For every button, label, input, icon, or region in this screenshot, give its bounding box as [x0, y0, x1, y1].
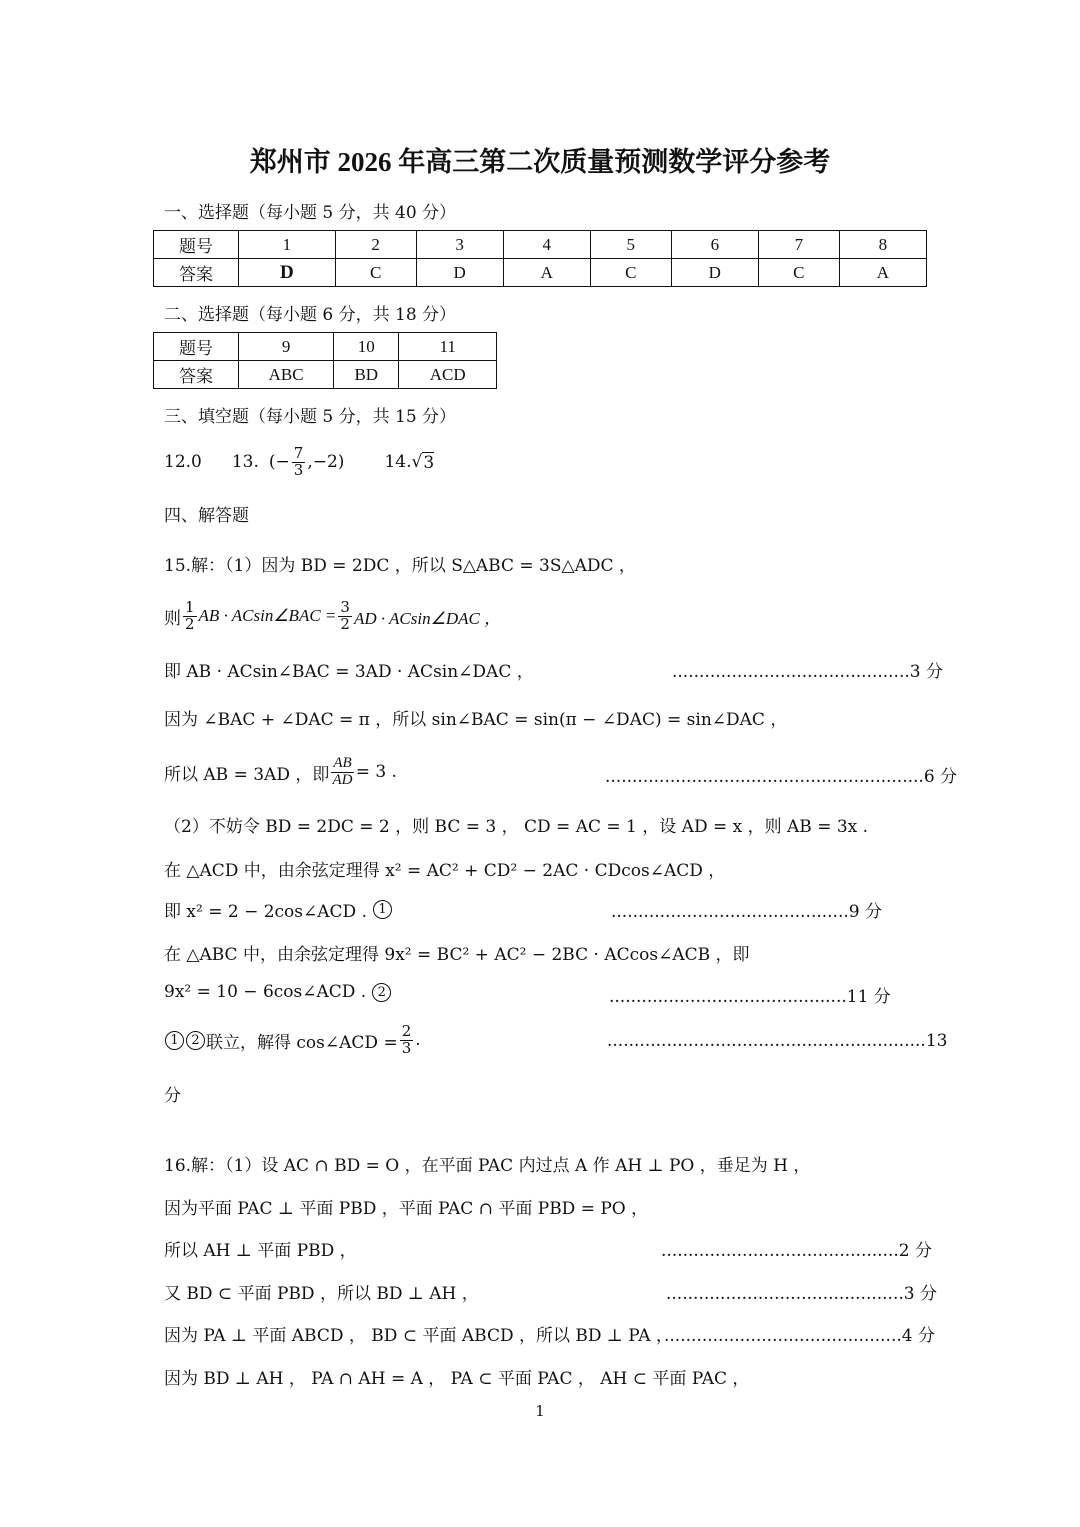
q13-fraction	[292, 443, 306, 479]
denominator: 3	[293, 460, 304, 479]
q16-line-2: 因为平面 PAC ⊥ 平面 PBD ，平面 PAC ∩ 平面 PBD = PO ，	[164, 1199, 649, 1219]
q14-radicand: 3	[423, 452, 435, 473]
q16-line-4: 又 BD ⊂ 平面 PBD ，所以 BD ⊥ AH ，	[164, 1284, 479, 1304]
section2-heading: 二、选择题（每小题 6 分，共 18 分）	[164, 305, 457, 325]
answer-cell: ABC	[239, 361, 334, 389]
denominator: 3	[401, 1038, 412, 1057]
q15-line-10	[164, 982, 392, 1002]
answer-cell: D	[239, 259, 336, 287]
text-segment: = 3 .	[355, 762, 397, 782]
question-number: 4	[503, 231, 590, 259]
question-number: 1	[239, 231, 336, 259]
numerator: 1	[185, 597, 195, 616]
fraction	[338, 597, 352, 633]
section3-heading: 三、填空题（每小题 5 分，共 15 分）	[164, 407, 457, 427]
q16-line-3: 所以 AH ⊥ 平面 PBD ，	[164, 1241, 357, 1261]
question-number: 9	[239, 333, 334, 361]
answer-cell: A	[503, 259, 590, 287]
section1-answer-table	[153, 230, 927, 287]
q15-line-1: 15.解：（1）因为 BD = 2DC ，所以 S△ABC = 3S△ADC ，	[164, 556, 636, 576]
page-number: 1	[535, 1402, 545, 1420]
q12-answer: 12.0	[164, 452, 202, 472]
q16-line-1: 16.解：（1）设 AC ∩ BD = O ，在平面 PAC 内过点 A 作 AH ⊥ PO ，垂足为 H ，	[164, 1156, 811, 1176]
denominator: 2	[340, 614, 350, 633]
fill-blank-answers	[164, 440, 434, 484]
answer-cell: ACD	[399, 361, 497, 389]
text-segment: 联立，解得 cos∠ACD =	[206, 1032, 398, 1053]
q16-line-5: 因为 PA ⊥ 平面 ABCD ， BD ⊂ 平面 ABCD ，所以 BD ⊥ PA ，	[164, 1326, 673, 1346]
fraction	[400, 1021, 414, 1057]
row-label: 题号	[154, 231, 239, 259]
q15-line-11	[164, 1018, 421, 1062]
question-number: 10	[334, 333, 399, 361]
question-number: 2	[335, 231, 416, 259]
text-segment: 即 x² = 2 − 2cos∠ACD .	[164, 902, 367, 922]
table-row	[154, 333, 497, 361]
q13-label: 13.	[231, 452, 259, 472]
question-number: 3	[416, 231, 503, 259]
answer-cell: BD	[334, 361, 399, 389]
table-row	[154, 259, 927, 287]
circled-number: 2	[372, 983, 391, 1002]
denominator: AD	[332, 771, 353, 788]
answer-cell: C	[335, 259, 416, 287]
row-label: 答案	[154, 361, 239, 389]
question-number: 8	[839, 231, 926, 259]
numerator: 7	[293, 443, 304, 462]
circled-number: 2	[186, 1031, 205, 1050]
sqrt-symbol: √	[411, 452, 423, 472]
section2-answer-table	[153, 332, 497, 389]
q15-line-4: 因为 ∠BAC + ∠DAC = π ，所以 sin∠BAC = sin(π − ∠DAC) = sin∠DAC ，	[164, 710, 788, 730]
page-title: 郑州市 2026 年高三第二次质量预测数学评分参考	[249, 147, 831, 177]
circled-number: 1	[373, 900, 392, 919]
answer-cell: D	[416, 259, 503, 287]
q13-close: ,−2)	[307, 452, 345, 472]
score-mark: ...........................................................13	[607, 1031, 948, 1051]
score-mark: ............................................11 分	[609, 987, 891, 1007]
answer-cell: A	[839, 259, 926, 287]
question-number: 11	[399, 333, 497, 361]
q15-line-9: 在 △ABC 中，由余弦定理得 9x² = BC² + AC² − 2BC · ACcos∠ACB ，即	[164, 945, 750, 965]
text-segment: AD · ACsin∠DAC ，	[353, 608, 502, 628]
numerator: 3	[340, 597, 350, 616]
q15-line-3: 即 AB · ACsin∠BAC = 3AD · ACsin∠DAC ，	[164, 662, 534, 682]
text-segment: .	[415, 1030, 421, 1050]
section1-heading: 一、选择题（每小题 5 分，共 40 分）	[164, 203, 457, 223]
answer-cell: C	[590, 259, 671, 287]
text-segment: AB · ACsin∠BAC =	[198, 606, 337, 625]
score-mark-unit: 分	[164, 1086, 181, 1106]
question-number: 7	[758, 231, 839, 259]
text-segment: 9x² = 10 − 6cos∠ACD .	[164, 982, 367, 1002]
table-row	[154, 231, 927, 259]
score-mark: ...........................................................6 分	[605, 767, 958, 787]
score-mark: ............................................2 分	[661, 1241, 932, 1261]
table-row	[154, 361, 497, 389]
answer-cell: D	[671, 259, 758, 287]
section4-heading: 四、解答题	[164, 506, 249, 526]
question-number: 6	[671, 231, 758, 259]
score-mark: ............................................4 分	[664, 1326, 935, 1346]
q16-line-6: 因为 BD ⊥ AH ， PA ∩ AH = A ， PA ⊂ 平面 PAC ， AH ⊂ 平面 PAC ，	[164, 1369, 750, 1389]
numerator: AB	[333, 754, 352, 771]
numerator: 2	[401, 1021, 412, 1040]
q15-line-7: 在 △ACD 中，由余弦定理得 x² = AC² + CD² − 2AC · CDcos∠ACD ，	[164, 861, 726, 881]
q13-open: (−	[268, 452, 290, 472]
q15-line-2	[164, 594, 501, 638]
question-number: 5	[590, 231, 671, 259]
row-label: 答案	[154, 259, 239, 287]
circled-number: 1	[165, 1031, 184, 1050]
q15-line-6: （2）不妨令 BD = 2DC = 2 ，则 BC = 3 ， CD = AC = 1 ，设 AD = x ，则 AB = 3x .	[164, 817, 869, 837]
answer-cell: C	[758, 259, 839, 287]
row-label: 题号	[154, 333, 239, 361]
score-mark: ............................................3 分	[672, 662, 943, 682]
score-mark: ............................................9 分	[611, 902, 882, 922]
q15-line-8	[164, 897, 393, 922]
q15-line-5	[164, 750, 397, 794]
text-segment: 则	[164, 608, 181, 629]
text-segment: 所以 AB = 3AD ，即	[164, 764, 330, 785]
score-mark: ............................................3 分	[666, 1284, 937, 1304]
q14-label: 14.	[384, 452, 412, 472]
denominator: 2	[185, 614, 195, 633]
fraction	[183, 597, 197, 633]
fraction	[331, 756, 353, 789]
